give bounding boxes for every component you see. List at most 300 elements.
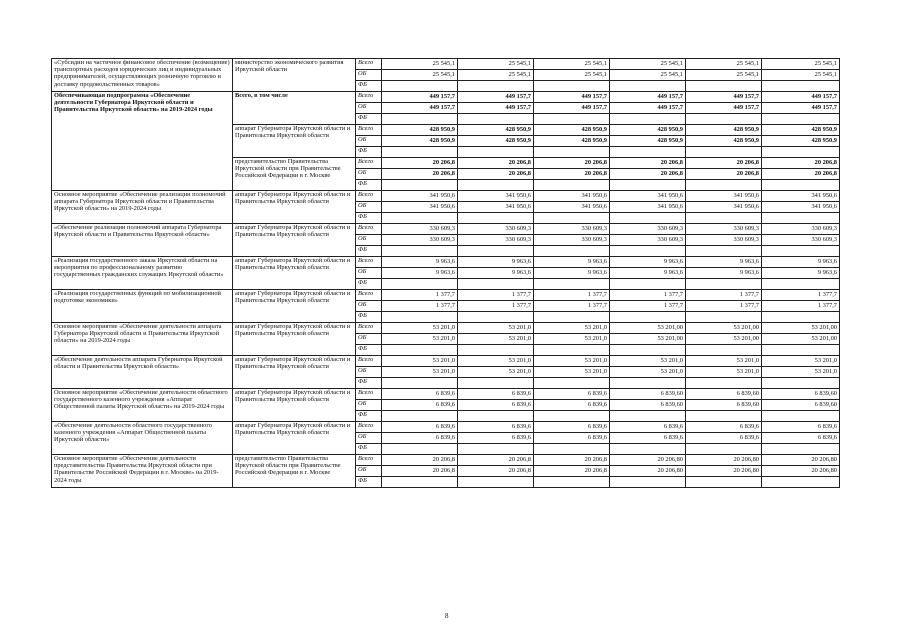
amount-cell: 6 839,60 xyxy=(686,389,762,400)
amount-cell: 330 609,3 xyxy=(762,224,840,235)
amount-cell xyxy=(534,444,610,455)
page-number: 8 xyxy=(445,612,449,620)
amount-cell xyxy=(534,213,610,224)
amount-cell xyxy=(534,246,610,257)
amount-cell: 20 206,80 xyxy=(686,455,762,466)
amount-cell xyxy=(762,81,840,92)
amount-cell: 6 839,6 xyxy=(458,433,534,444)
amount-cell: 428 950,9 xyxy=(762,125,840,136)
amount-cell xyxy=(762,213,840,224)
amount-cell xyxy=(762,378,840,389)
amount-cell: 341 950,6 xyxy=(382,191,458,202)
executor-name: аппарат Губернатора Иркутской области и Правительства Иркутской области xyxy=(233,356,356,389)
amount-cell: 6 839,60 xyxy=(610,389,686,400)
amount-cell: 20 206,80 xyxy=(762,455,840,466)
amount-cell: 9 963,6 xyxy=(610,257,686,268)
funding-source-label: ОБ xyxy=(356,433,382,444)
amount-cell xyxy=(458,180,534,191)
amount-cell xyxy=(686,411,762,422)
amount-cell xyxy=(458,378,534,389)
amount-cell: 6 839,6 xyxy=(762,422,840,433)
amount-cell: 53 201,0 xyxy=(382,323,458,334)
amount-cell xyxy=(610,180,686,191)
table-row xyxy=(52,323,840,334)
funding-source-label: Всего xyxy=(356,59,382,70)
amount-cell: 1 377,7 xyxy=(686,301,762,312)
amount-cell: 428 950,9 xyxy=(610,125,686,136)
amount-cell: 53 201,0 xyxy=(762,356,840,367)
executor-name: аппарат Губернатора Иркутской области и Правительства Иркутской области xyxy=(233,422,356,455)
amount-cell: 20 206,8 xyxy=(610,158,686,169)
amount-cell: 1 377,7 xyxy=(382,290,458,301)
amount-cell: 53 201,0 xyxy=(762,367,840,378)
amount-cell: 9 963,6 xyxy=(610,268,686,279)
amount-cell xyxy=(534,147,610,158)
funding-source-label: ОБ xyxy=(356,103,382,114)
activity-name: Обеспечивающая подпрограмма «Обеспечение деятельности Губернатора Иркутской области и Правительства Иркутской области» на 2019-2024 годы xyxy=(52,92,233,191)
amount-cell: 6 839,6 xyxy=(382,422,458,433)
amount-cell: 341 950,6 xyxy=(534,191,610,202)
amount-cell xyxy=(686,378,762,389)
amount-cell xyxy=(534,345,610,356)
amount-cell: 341 950,6 xyxy=(382,202,458,213)
amount-cell: 53 201,0 xyxy=(458,334,534,345)
amount-cell xyxy=(610,213,686,224)
funding-source-label: Всего xyxy=(356,257,382,268)
amount-cell: 428 950,9 xyxy=(534,125,610,136)
funding-source-label: ФБ xyxy=(356,345,382,356)
table-row xyxy=(52,356,840,367)
amount-cell: 53 201,0 xyxy=(458,367,534,378)
amount-cell: 25 545,1 xyxy=(686,59,762,70)
amount-cell: 25 545,1 xyxy=(762,59,840,70)
amount-cell: 53 201,0 xyxy=(686,367,762,378)
amount-cell xyxy=(686,147,762,158)
activity-name: Основное мероприятие «Обеспечение реализации полномочий аппарата Губернатора Иркутской области и Правительства Иркутской области» на 2019-2024 годы xyxy=(52,191,233,224)
amount-cell: 1 377,7 xyxy=(458,290,534,301)
amount-cell: 449 157,7 xyxy=(762,92,840,103)
amount-cell xyxy=(610,411,686,422)
table-row xyxy=(52,92,840,103)
amount-cell: 428 950,9 xyxy=(610,136,686,147)
amount-cell: 449 157,7 xyxy=(686,103,762,114)
amount-cell: 9 963,6 xyxy=(458,257,534,268)
amount-cell: 449 157,7 xyxy=(382,92,458,103)
amount-cell xyxy=(610,81,686,92)
amount-cell: 20 206,8 xyxy=(458,455,534,466)
amount-cell: 1 377,7 xyxy=(534,290,610,301)
funding-source-label: Всего xyxy=(356,323,382,334)
amount-cell xyxy=(382,378,458,389)
amount-cell xyxy=(762,312,840,323)
amount-cell xyxy=(762,114,840,125)
amount-cell: 6 839,6 xyxy=(686,433,762,444)
amount-cell: 53 201,00 xyxy=(610,323,686,334)
amount-cell: 449 157,7 xyxy=(382,103,458,114)
amount-cell: 53 201,00 xyxy=(762,334,840,345)
amount-cell: 1 377,7 xyxy=(458,301,534,312)
amount-cell: 20 206,8 xyxy=(458,169,534,180)
amount-cell: 6 839,6 xyxy=(686,422,762,433)
amount-cell: 20 206,8 xyxy=(534,466,610,477)
executor-name: аппарат Губернатора Иркутской области и Правительства Иркутской области xyxy=(233,224,356,257)
amount-cell: 20 206,8 xyxy=(610,169,686,180)
amount-cell: 428 950,9 xyxy=(686,125,762,136)
amount-cell: 53 201,0 xyxy=(382,367,458,378)
activity-name: «Обеспечение деятельности аппарата Губернатора Иркутской области и Правительства Иркутской области» xyxy=(52,356,233,389)
funding-source-label: ОБ xyxy=(356,202,382,213)
amount-cell xyxy=(762,345,840,356)
table-row xyxy=(52,290,840,301)
amount-cell: 53 201,0 xyxy=(610,367,686,378)
amount-cell: 25 545,1 xyxy=(382,70,458,81)
amount-cell xyxy=(382,477,458,488)
amount-cell: 330 609,3 xyxy=(610,235,686,246)
amount-cell xyxy=(458,147,534,158)
table-row xyxy=(52,191,840,202)
funding-source-label: ФБ xyxy=(356,312,382,323)
amount-cell: 20 206,8 xyxy=(762,158,840,169)
amount-cell: 53 201,0 xyxy=(610,356,686,367)
amount-cell: 449 157,7 xyxy=(610,92,686,103)
amount-cell xyxy=(762,147,840,158)
amount-cell xyxy=(534,411,610,422)
amount-cell xyxy=(458,312,534,323)
amount-cell: 330 609,3 xyxy=(382,224,458,235)
amount-cell xyxy=(534,180,610,191)
amount-cell: 6 839,6 xyxy=(534,400,610,411)
amount-cell xyxy=(686,81,762,92)
table-row xyxy=(52,389,840,400)
table-row xyxy=(52,257,840,268)
funding-source-label: ФБ xyxy=(356,114,382,125)
amount-cell xyxy=(534,114,610,125)
amount-cell: 53 201,00 xyxy=(686,334,762,345)
activity-name: «Субсидии на частичное финансовое обеспечение (возмещение) транспортных расходов юридических лиц и индивидуальных предпринимателей, осуществляющих розничную торговлю и доставку продовольственных товаров» xyxy=(52,59,233,92)
amount-cell: 6 839,60 xyxy=(686,400,762,411)
amount-cell: 330 609,3 xyxy=(686,235,762,246)
executor-name: аппарат Губернатора Иркутской области и Правительства Иркутской области xyxy=(233,125,356,158)
amount-cell: 330 609,3 xyxy=(762,235,840,246)
funding-source-label: ОБ xyxy=(356,334,382,345)
funding-source-label: ОБ xyxy=(356,367,382,378)
amount-cell: 9 963,6 xyxy=(382,257,458,268)
amount-cell: 20 206,8 xyxy=(686,169,762,180)
amount-cell: 1 377,7 xyxy=(610,290,686,301)
amount-cell: 20 206,8 xyxy=(762,169,840,180)
funding-source-label: Всего xyxy=(356,125,382,136)
amount-cell: 20 206,8 xyxy=(534,455,610,466)
funding-source-label: ФБ xyxy=(356,147,382,158)
amount-cell xyxy=(762,279,840,290)
amount-cell xyxy=(610,279,686,290)
amount-cell: 1 377,7 xyxy=(762,290,840,301)
amount-cell: 341 950,6 xyxy=(610,191,686,202)
funding-source-label: Всего xyxy=(356,290,382,301)
funding-source-label: ФБ xyxy=(356,279,382,290)
executor-name: аппарат Губернатора Иркутской области и Правительства Иркутской области xyxy=(233,290,356,323)
amount-cell: 20 206,80 xyxy=(610,455,686,466)
amount-cell: 341 950,6 xyxy=(762,191,840,202)
amount-cell xyxy=(610,246,686,257)
funding-source-label: ФБ xyxy=(356,411,382,422)
amount-cell xyxy=(382,345,458,356)
amount-cell: 330 609,3 xyxy=(686,224,762,235)
amount-cell: 53 201,0 xyxy=(534,367,610,378)
funding-source-label: ФБ xyxy=(356,213,382,224)
amount-cell: 9 963,6 xyxy=(686,257,762,268)
amount-cell xyxy=(610,444,686,455)
table-row xyxy=(52,59,840,70)
executor-name: аппарат Губернатора Иркутской области и Правительства Иркутской области xyxy=(233,389,356,422)
amount-cell: 25 545,1 xyxy=(610,59,686,70)
amount-cell: 6 839,6 xyxy=(382,433,458,444)
amount-cell: 9 963,6 xyxy=(458,268,534,279)
activity-name: Основное мероприятие «Обеспечение деятельности областного государственного казенного учреждения «Аппарат Общественной палаты Иркутской области» на 2019-2024 годы xyxy=(52,389,233,422)
amount-cell: 20 206,8 xyxy=(382,455,458,466)
amount-cell: 53 201,0 xyxy=(534,323,610,334)
amount-cell: 330 609,3 xyxy=(458,235,534,246)
amount-cell: 9 963,6 xyxy=(762,257,840,268)
amount-cell: 53 201,0 xyxy=(458,323,534,334)
amount-cell: 25 545,1 xyxy=(534,70,610,81)
amount-cell: 449 157,7 xyxy=(762,103,840,114)
amount-cell: 428 950,9 xyxy=(762,136,840,147)
amount-cell xyxy=(610,312,686,323)
funding-source-label: ОБ xyxy=(356,268,382,279)
amount-cell: 53 201,00 xyxy=(610,334,686,345)
table-row xyxy=(52,224,840,235)
amount-cell: 20 206,8 xyxy=(382,466,458,477)
amount-cell xyxy=(458,411,534,422)
amount-cell xyxy=(382,147,458,158)
funding-source-label: ФБ xyxy=(356,180,382,191)
table-row xyxy=(52,422,840,433)
amount-cell: 428 950,9 xyxy=(382,136,458,147)
funding-source-label: Всего xyxy=(356,455,382,466)
amount-cell: 6 839,6 xyxy=(382,400,458,411)
funding-source-label: ОБ xyxy=(356,136,382,147)
amount-cell: 25 545,1 xyxy=(382,59,458,70)
amount-cell: 6 839,6 xyxy=(534,422,610,433)
amount-cell: 6 839,6 xyxy=(610,422,686,433)
amount-cell: 53 201,00 xyxy=(762,323,840,334)
amount-cell xyxy=(686,114,762,125)
amount-cell: 330 609,3 xyxy=(534,235,610,246)
amount-cell: 53 201,0 xyxy=(458,356,534,367)
amount-cell: 341 950,6 xyxy=(686,202,762,213)
amount-cell: 20 206,80 xyxy=(762,466,840,477)
amount-cell: 1 377,7 xyxy=(762,301,840,312)
activity-name: Основное мероприятие «Обеспечение деятельности аппарата Губернатора Иркутской области и Правительства Иркутской области» на 2019-2024 годы xyxy=(52,323,233,356)
amount-cell xyxy=(610,147,686,158)
amount-cell xyxy=(534,81,610,92)
amount-cell: 53 201,0 xyxy=(686,356,762,367)
amount-cell: 9 963,6 xyxy=(534,268,610,279)
amount-cell: 428 950,9 xyxy=(534,136,610,147)
amount-cell xyxy=(762,477,840,488)
executor-name: аппарат Губернатора Иркутской области и Правительства Иркутской области xyxy=(233,191,356,224)
amount-cell: 6 839,60 xyxy=(610,400,686,411)
amount-cell xyxy=(610,477,686,488)
amount-cell: 53 201,0 xyxy=(382,356,458,367)
amount-cell xyxy=(458,81,534,92)
amount-cell: 330 609,3 xyxy=(610,224,686,235)
activity-name: «Реализация государственного заказа Иркутской области на мероприятия по профессиональному развитию государственных гражданских служащих Иркутской области» xyxy=(52,257,233,290)
amount-cell: 20 206,8 xyxy=(382,169,458,180)
funding-source-label: ФБ xyxy=(356,378,382,389)
amount-cell xyxy=(458,213,534,224)
amount-cell: 53 201,0 xyxy=(534,334,610,345)
amount-cell xyxy=(382,312,458,323)
amount-cell: 25 545,1 xyxy=(686,70,762,81)
amount-cell: 53 201,00 xyxy=(686,323,762,334)
amount-cell: 341 950,6 xyxy=(762,202,840,213)
amount-cell: 6 839,6 xyxy=(458,400,534,411)
amount-cell: 341 950,6 xyxy=(610,202,686,213)
funding-source-label: Всего xyxy=(356,356,382,367)
amount-cell: 6 839,6 xyxy=(534,433,610,444)
amount-cell: 9 963,6 xyxy=(762,268,840,279)
amount-cell: 428 950,9 xyxy=(686,136,762,147)
amount-cell: 428 950,9 xyxy=(382,125,458,136)
amount-cell xyxy=(762,180,840,191)
amount-cell: 9 963,6 xyxy=(534,257,610,268)
amount-cell xyxy=(458,345,534,356)
amount-cell xyxy=(458,444,534,455)
amount-cell: 341 950,6 xyxy=(458,191,534,202)
amount-cell: 449 157,7 xyxy=(534,92,610,103)
amount-cell: 6 839,60 xyxy=(762,389,840,400)
amount-cell: 449 157,7 xyxy=(610,103,686,114)
amount-cell: 449 157,7 xyxy=(458,92,534,103)
table-row xyxy=(52,455,840,466)
amount-cell: 330 609,3 xyxy=(534,224,610,235)
amount-cell: 20 206,8 xyxy=(382,158,458,169)
funding-source-label: Всего xyxy=(356,191,382,202)
amount-cell xyxy=(686,345,762,356)
amount-cell xyxy=(458,114,534,125)
funding-source-label: ОБ xyxy=(356,235,382,246)
executor-name: аппарат Губернатора Иркутской области и Правительства Иркутской области xyxy=(233,257,356,290)
executor-name: Всего, в том числе xyxy=(233,92,356,125)
amount-cell: 330 609,3 xyxy=(458,224,534,235)
amount-cell: 341 950,6 xyxy=(686,191,762,202)
funding-source-label: ОБ xyxy=(356,169,382,180)
amount-cell: 53 201,0 xyxy=(534,356,610,367)
funding-source-label: ФБ xyxy=(356,477,382,488)
funding-source-label: ФБ xyxy=(356,81,382,92)
amount-cell: 20 206,80 xyxy=(610,466,686,477)
activity-name: Основное мероприятие «Обеспечение деятельности представительства Правительства Иркутской области при Правительстве Российской Федерации в г. Москве» на 2019-2024 годы xyxy=(52,455,233,488)
funding-source-label: ОБ xyxy=(356,70,382,81)
amount-cell: 6 839,60 xyxy=(762,400,840,411)
amount-cell xyxy=(382,180,458,191)
amount-cell: 20 206,80 xyxy=(686,466,762,477)
amount-cell: 20 206,8 xyxy=(534,158,610,169)
amount-cell: 428 950,9 xyxy=(458,125,534,136)
amount-cell xyxy=(534,279,610,290)
amount-cell xyxy=(686,213,762,224)
amount-cell: 6 839,6 xyxy=(610,433,686,444)
activity-name: «Обеспечение деятельности областного государственного казенного учреждения «Аппарат Общественной палаты Иркутской области» xyxy=(52,422,233,455)
amount-cell xyxy=(382,444,458,455)
amount-cell xyxy=(382,213,458,224)
funding-source-label: ОБ xyxy=(356,400,382,411)
amount-cell xyxy=(382,246,458,257)
amount-cell: 341 950,6 xyxy=(534,202,610,213)
amount-cell: 449 157,7 xyxy=(534,103,610,114)
amount-cell: 449 157,7 xyxy=(458,103,534,114)
amount-cell: 9 963,6 xyxy=(382,268,458,279)
executor-name: министерство экономического развития Иркутской области xyxy=(233,59,356,92)
amount-cell: 25 545,1 xyxy=(534,59,610,70)
amount-cell xyxy=(762,411,840,422)
amount-cell xyxy=(610,114,686,125)
amount-cell xyxy=(382,279,458,290)
amount-cell xyxy=(382,81,458,92)
funding-source-label: ФБ xyxy=(356,246,382,257)
budget-table xyxy=(51,58,840,488)
amount-cell: 6 839,6 xyxy=(458,422,534,433)
amount-cell xyxy=(382,411,458,422)
amount-cell xyxy=(534,477,610,488)
amount-cell: 6 839,6 xyxy=(762,433,840,444)
amount-cell: 1 377,7 xyxy=(534,301,610,312)
amount-cell: 25 545,1 xyxy=(458,59,534,70)
amount-cell xyxy=(610,378,686,389)
amount-cell: 6 839,6 xyxy=(382,389,458,400)
amount-cell xyxy=(686,279,762,290)
amount-cell: 1 377,7 xyxy=(686,290,762,301)
amount-cell xyxy=(686,180,762,191)
amount-cell: 25 545,1 xyxy=(610,70,686,81)
amount-cell: 341 950,6 xyxy=(458,202,534,213)
amount-cell: 6 839,6 xyxy=(534,389,610,400)
amount-cell: 1 377,7 xyxy=(610,301,686,312)
amount-cell: 6 839,6 xyxy=(458,389,534,400)
funding-source-label: Всего xyxy=(356,158,382,169)
amount-cell xyxy=(762,246,840,257)
amount-cell xyxy=(610,345,686,356)
amount-cell xyxy=(762,444,840,455)
amount-cell: 9 963,6 xyxy=(686,268,762,279)
amount-cell: 20 206,8 xyxy=(686,158,762,169)
amount-cell xyxy=(382,114,458,125)
executor-name: аппарат Губернатора Иркутской области и Правительства Иркутской области xyxy=(233,323,356,356)
funding-source-label: Всего xyxy=(356,224,382,235)
amount-cell: 1 377,7 xyxy=(382,301,458,312)
amount-cell xyxy=(686,312,762,323)
funding-source-label: ФБ xyxy=(356,444,382,455)
amount-cell: 20 206,8 xyxy=(534,169,610,180)
amount-cell: 428 950,9 xyxy=(458,136,534,147)
amount-cell: 20 206,8 xyxy=(458,466,534,477)
executor-name: представительство Правительства Иркутской области при Правительстве Российской Федерации в г. Москве xyxy=(233,455,356,488)
funding-source-label: ОБ xyxy=(356,301,382,312)
amount-cell xyxy=(534,378,610,389)
amount-cell xyxy=(686,246,762,257)
amount-cell: 330 609,3 xyxy=(382,235,458,246)
amount-cell: 20 206,8 xyxy=(458,158,534,169)
executor-name: представительство Правительства Иркутской области при Правительстве Российской Федерации в г. Москве xyxy=(233,158,356,191)
amount-cell: 53 201,0 xyxy=(382,334,458,345)
funding-source-label: Всего xyxy=(356,422,382,433)
amount-cell xyxy=(686,444,762,455)
amount-cell xyxy=(458,477,534,488)
amount-cell: 25 545,1 xyxy=(762,70,840,81)
amount-cell: 25 545,1 xyxy=(458,70,534,81)
